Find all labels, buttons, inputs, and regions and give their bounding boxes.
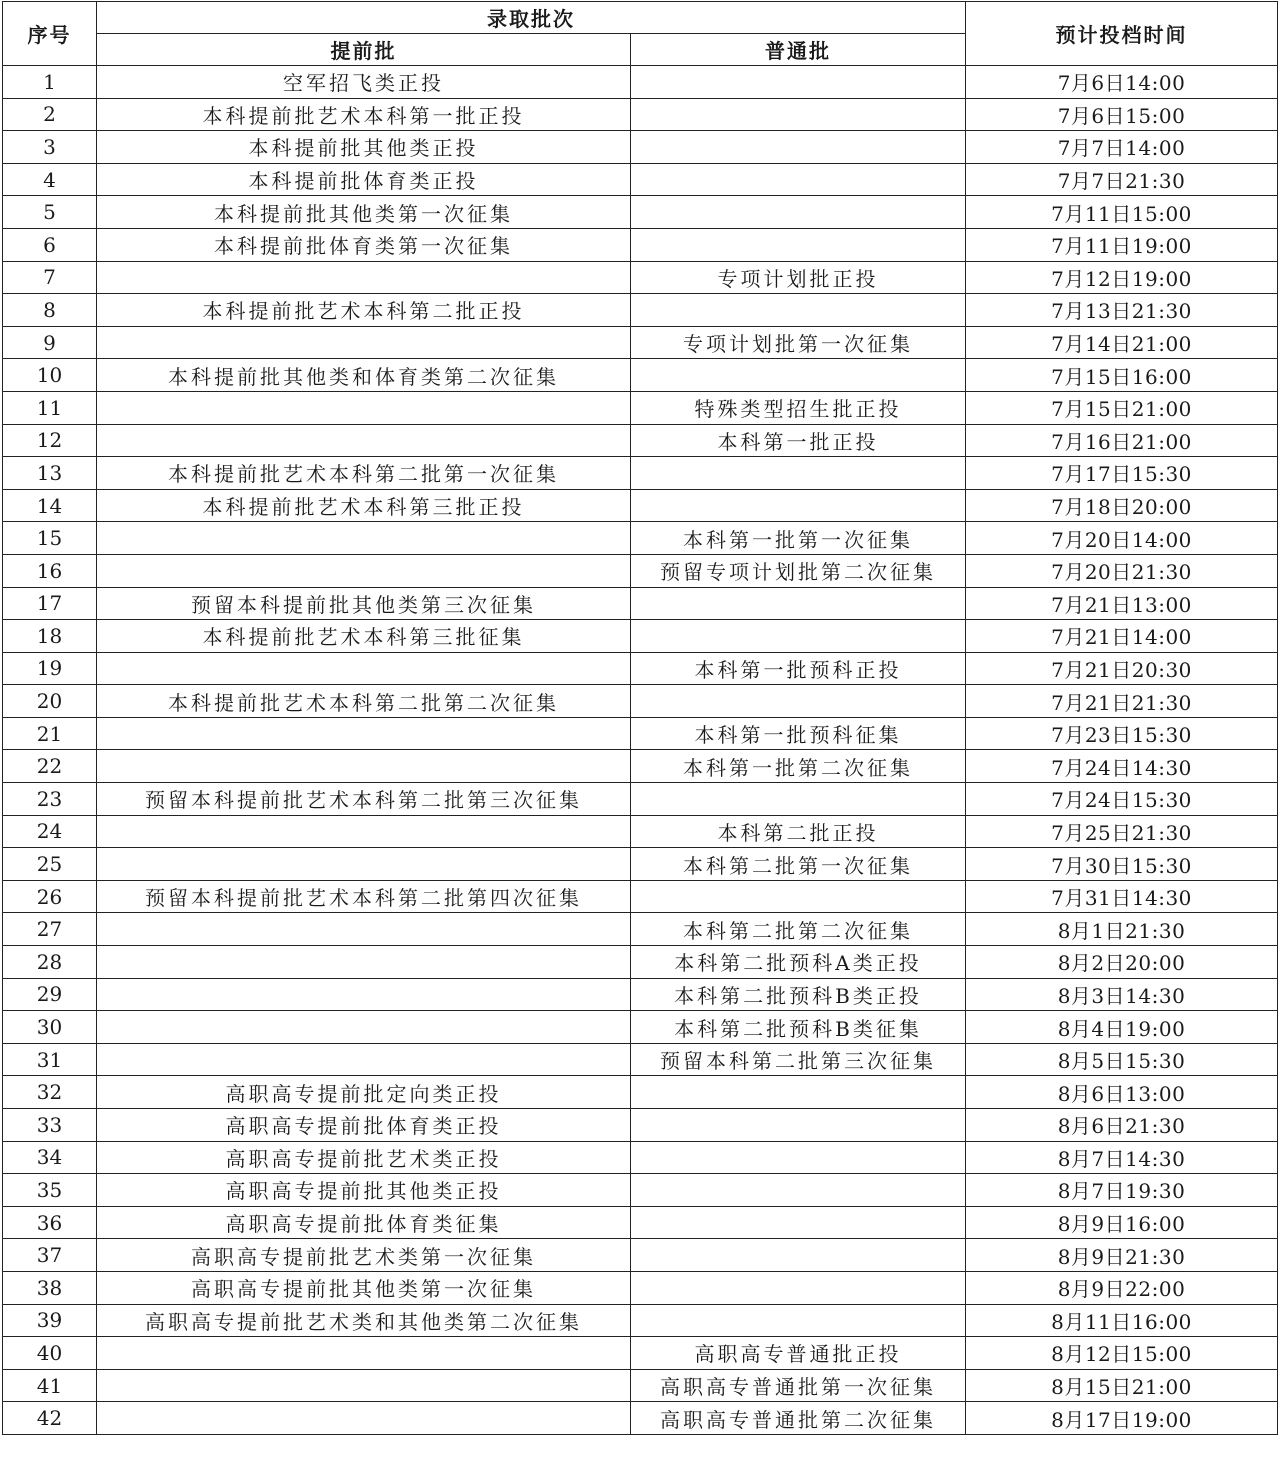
cell-serial-number: 23 (3, 783, 97, 816)
cell-expected-time: 8月11日16:00 (966, 1304, 1278, 1337)
cell-early-batch (97, 750, 631, 783)
cell-normal-batch: 高职高专普通批第一次征集 (631, 1369, 966, 1402)
cell-expected-time: 8月6日13:00 (966, 1076, 1278, 1109)
cell-expected-time: 8月5日15:30 (966, 1043, 1278, 1076)
cell-early-batch (97, 815, 631, 848)
cell-serial-number: 11 (3, 391, 97, 424)
table-row (3, 1076, 1278, 1109)
cell-early-batch (97, 848, 631, 881)
cell-serial-number: 21 (3, 717, 97, 750)
admission-schedule-table (2, 1, 1278, 1435)
cell-normal-batch (631, 98, 966, 131)
cell-serial-number: 25 (3, 848, 97, 881)
cell-serial-number: 16 (3, 554, 97, 587)
cell-serial-number: 26 (3, 880, 97, 913)
cell-expected-time: 8月4日19:00 (966, 1011, 1278, 1044)
cell-early-batch: 高职高专提前批其他类正投 (97, 1174, 631, 1207)
header-expected-time: 预计投档时间 (966, 2, 1278, 66)
table-row (3, 652, 1278, 685)
cell-serial-number: 40 (3, 1337, 97, 1370)
cell-serial-number: 19 (3, 652, 97, 685)
cell-early-batch: 本科提前批其他类和体育类第二次征集 (97, 359, 631, 392)
table-row (3, 196, 1278, 229)
cell-normal-batch (631, 1109, 966, 1142)
cell-expected-time: 7月14日21:00 (966, 326, 1278, 359)
cell-serial-number: 24 (3, 815, 97, 848)
cell-normal-batch: 本科第一批正投 (631, 424, 966, 457)
cell-expected-time: 8月7日19:30 (966, 1174, 1278, 1207)
cell-normal-batch: 本科第一批预科征集 (631, 717, 966, 750)
cell-expected-time: 8月9日22:00 (966, 1271, 1278, 1304)
table-header (3, 2, 1278, 66)
table-row (3, 946, 1278, 979)
table-row (3, 848, 1278, 881)
cell-early-batch (97, 1402, 631, 1435)
cell-serial-number: 4 (3, 163, 97, 196)
cell-early-batch (97, 326, 631, 359)
cell-normal-batch: 预留专项计划批第二次征集 (631, 554, 966, 587)
cell-serial-number: 14 (3, 489, 97, 522)
cell-serial-number: 6 (3, 228, 97, 261)
cell-expected-time: 8月7日14:30 (966, 1141, 1278, 1174)
table-row (3, 98, 1278, 131)
cell-expected-time: 8月9日16:00 (966, 1206, 1278, 1239)
table-row (3, 587, 1278, 620)
cell-expected-time: 8月9日21:30 (966, 1239, 1278, 1272)
table-row (3, 620, 1278, 653)
cell-expected-time: 7月21日14:00 (966, 620, 1278, 653)
cell-early-batch: 高职高专提前批体育类正投 (97, 1109, 631, 1142)
cell-normal-batch: 本科第二批预科A类正投 (631, 946, 966, 979)
table-row (3, 1304, 1278, 1337)
cell-expected-time: 7月17日15:30 (966, 457, 1278, 490)
cell-serial-number: 38 (3, 1271, 97, 1304)
table-row (3, 489, 1278, 522)
table-row (3, 1239, 1278, 1272)
table-row (3, 1271, 1278, 1304)
cell-early-batch: 高职高专提前批其他类第一次征集 (97, 1271, 631, 1304)
cell-expected-time: 7月24日14:30 (966, 750, 1278, 783)
cell-serial-number: 18 (3, 620, 97, 653)
cell-expected-time: 7月7日14:00 (966, 131, 1278, 164)
cell-expected-time: 8月1日21:30 (966, 913, 1278, 946)
table-row (3, 131, 1278, 164)
cell-serial-number: 7 (3, 261, 97, 294)
cell-normal-batch (631, 1076, 966, 1109)
cell-early-batch (97, 424, 631, 457)
cell-serial-number: 1 (3, 66, 97, 99)
cell-early-batch: 本科提前批艺术本科第二批第二次征集 (97, 685, 631, 718)
cell-expected-time: 7月6日14:00 (966, 66, 1278, 99)
cell-serial-number: 36 (3, 1206, 97, 1239)
table-row (3, 391, 1278, 424)
cell-serial-number: 17 (3, 587, 97, 620)
cell-serial-number: 12 (3, 424, 97, 457)
cell-expected-time: 7月6日15:00 (966, 98, 1278, 131)
cell-normal-batch (631, 1304, 966, 1337)
cell-serial-number: 9 (3, 326, 97, 359)
cell-early-batch: 本科提前批艺术本科第二批第一次征集 (97, 457, 631, 490)
cell-serial-number: 20 (3, 685, 97, 718)
cell-normal-batch: 特殊类型招生批正投 (631, 391, 966, 424)
cell-normal-batch: 预留本科第二批第三次征集 (631, 1043, 966, 1076)
cell-serial-number: 22 (3, 750, 97, 783)
table-row (3, 783, 1278, 816)
table-row (3, 1337, 1278, 1370)
cell-normal-batch (631, 1174, 966, 1207)
cell-serial-number: 28 (3, 946, 97, 979)
cell-normal-batch (631, 1239, 966, 1272)
cell-early-batch: 本科提前批其他类正投 (97, 131, 631, 164)
cell-normal-batch (631, 131, 966, 164)
table-row (3, 163, 1278, 196)
cell-early-batch: 本科提前批艺术本科第一批正投 (97, 98, 631, 131)
cell-serial-number: 8 (3, 294, 97, 327)
cell-serial-number: 41 (3, 1369, 97, 1402)
cell-normal-batch: 本科第一批第二次征集 (631, 750, 966, 783)
cell-normal-batch (631, 620, 966, 653)
table-row (3, 424, 1278, 457)
cell-serial-number: 2 (3, 98, 97, 131)
cell-expected-time: 7月20日21:30 (966, 554, 1278, 587)
cell-normal-batch (631, 1141, 966, 1174)
cell-early-batch: 本科提前批艺术本科第三批征集 (97, 620, 631, 653)
cell-early-batch: 预留本科提前批艺术本科第二批第四次征集 (97, 880, 631, 913)
cell-early-batch: 空军招飞类正投 (97, 66, 631, 99)
cell-early-batch (97, 1043, 631, 1076)
cell-normal-batch: 专项计划批第一次征集 (631, 326, 966, 359)
cell-early-batch: 高职高专提前批艺术类和其他类第二次征集 (97, 1304, 631, 1337)
cell-expected-time: 7月11日15:00 (966, 196, 1278, 229)
cell-expected-time: 8月17日19:00 (966, 1402, 1278, 1435)
cell-expected-time: 8月15日21:00 (966, 1369, 1278, 1402)
table-row (3, 815, 1278, 848)
cell-expected-time: 7月30日15:30 (966, 848, 1278, 881)
cell-normal-batch (631, 294, 966, 327)
cell-serial-number: 27 (3, 913, 97, 946)
cell-early-batch (97, 522, 631, 555)
table-body (3, 66, 1278, 1435)
cell-early-batch (97, 717, 631, 750)
cell-expected-time: 8月12日15:00 (966, 1337, 1278, 1370)
cell-early-batch (97, 261, 631, 294)
cell-expected-time: 7月21日20:30 (966, 652, 1278, 685)
cell-normal-batch (631, 685, 966, 718)
cell-expected-time: 7月11日19:00 (966, 228, 1278, 261)
cell-serial-number: 5 (3, 196, 97, 229)
cell-normal-batch (631, 163, 966, 196)
cell-expected-time: 8月6日21:30 (966, 1109, 1278, 1142)
cell-expected-time: 7月7日21:30 (966, 163, 1278, 196)
cell-normal-batch: 本科第二批预科B类征集 (631, 1011, 966, 1044)
cell-normal-batch (631, 489, 966, 522)
cell-early-batch: 预留本科提前批艺术本科第二批第三次征集 (97, 783, 631, 816)
cell-serial-number: 31 (3, 1043, 97, 1076)
cell-expected-time: 7月21日13:00 (966, 587, 1278, 620)
table-row (3, 1206, 1278, 1239)
cell-expected-time: 8月2日20:00 (966, 946, 1278, 979)
cell-normal-batch (631, 66, 966, 99)
cell-early-batch (97, 978, 631, 1011)
cell-serial-number: 32 (3, 1076, 97, 1109)
cell-early-batch: 高职高专提前批体育类征集 (97, 1206, 631, 1239)
table-row (3, 978, 1278, 1011)
table-row (3, 1043, 1278, 1076)
cell-early-batch (97, 652, 631, 685)
table-row (3, 261, 1278, 294)
cell-normal-batch (631, 359, 966, 392)
cell-expected-time: 7月12日19:00 (966, 261, 1278, 294)
table-row (3, 326, 1278, 359)
cell-normal-batch (631, 196, 966, 229)
cell-early-batch: 预留本科提前批其他类第三次征集 (97, 587, 631, 620)
table-row (3, 685, 1278, 718)
cell-early-batch: 本科提前批艺术本科第二批正投 (97, 294, 631, 327)
cell-normal-batch: 本科第一批预科正投 (631, 652, 966, 685)
table-row (3, 1402, 1278, 1435)
table-row (3, 457, 1278, 490)
table-row (3, 522, 1278, 555)
cell-early-batch (97, 1337, 631, 1370)
cell-serial-number: 3 (3, 131, 97, 164)
cell-early-batch: 高职高专提前批定向类正投 (97, 1076, 631, 1109)
cell-serial-number: 39 (3, 1304, 97, 1337)
cell-normal-batch: 本科第二批预科B类正投 (631, 978, 966, 1011)
cell-normal-batch (631, 783, 966, 816)
cell-normal-batch: 高职高专普通批第二次征集 (631, 1402, 966, 1435)
cell-normal-batch (631, 228, 966, 261)
header-admission-batch: 录取批次 (97, 2, 966, 34)
cell-early-batch (97, 1011, 631, 1044)
cell-serial-number: 10 (3, 359, 97, 392)
table-row (3, 1109, 1278, 1142)
table-row (3, 1369, 1278, 1402)
cell-serial-number: 35 (3, 1174, 97, 1207)
table-row (3, 66, 1278, 99)
cell-serial-number: 33 (3, 1109, 97, 1142)
cell-normal-batch (631, 457, 966, 490)
cell-early-batch: 高职高专提前批艺术类第一次征集 (97, 1239, 631, 1272)
cell-serial-number: 30 (3, 1011, 97, 1044)
cell-normal-batch (631, 1206, 966, 1239)
cell-early-batch (97, 1369, 631, 1402)
cell-early-batch (97, 946, 631, 979)
cell-normal-batch (631, 587, 966, 620)
cell-expected-time: 7月31日14:30 (966, 880, 1278, 913)
cell-early-batch (97, 913, 631, 946)
header-normal-batch: 普通批 (631, 34, 966, 66)
cell-normal-batch: 专项计划批正投 (631, 261, 966, 294)
cell-expected-time: 8月3日14:30 (966, 978, 1278, 1011)
cell-early-batch: 本科提前批体育类正投 (97, 163, 631, 196)
cell-serial-number: 13 (3, 457, 97, 490)
cell-expected-time: 7月23日15:30 (966, 717, 1278, 750)
cell-expected-time: 7月18日20:00 (966, 489, 1278, 522)
table-row (3, 750, 1278, 783)
table-row (3, 359, 1278, 392)
cell-serial-number: 29 (3, 978, 97, 1011)
header-row-top (3, 2, 1278, 34)
cell-early-batch: 本科提前批体育类第一次征集 (97, 228, 631, 261)
cell-expected-time: 7月15日21:00 (966, 391, 1278, 424)
header-serial-number: 序号 (3, 2, 97, 66)
table-row (3, 294, 1278, 327)
table-row (3, 717, 1278, 750)
cell-expected-time: 7月24日15:30 (966, 783, 1278, 816)
table-row (3, 1141, 1278, 1174)
table-row (3, 1011, 1278, 1044)
cell-normal-batch: 本科第二批第一次征集 (631, 848, 966, 881)
cell-early-batch (97, 391, 631, 424)
cell-expected-time: 7月20日14:00 (966, 522, 1278, 555)
cell-expected-time: 7月16日21:00 (966, 424, 1278, 457)
cell-expected-time: 7月13日21:30 (966, 294, 1278, 327)
cell-early-batch: 高职高专提前批艺术类正投 (97, 1141, 631, 1174)
header-early-batch: 提前批 (97, 34, 631, 66)
cell-normal-batch: 本科第一批第一次征集 (631, 522, 966, 555)
cell-expected-time: 7月15日16:00 (966, 359, 1278, 392)
cell-normal-batch (631, 880, 966, 913)
cell-serial-number: 42 (3, 1402, 97, 1435)
cell-serial-number: 34 (3, 1141, 97, 1174)
table-row (3, 554, 1278, 587)
cell-expected-time: 7月21日21:30 (966, 685, 1278, 718)
cell-early-batch (97, 554, 631, 587)
cell-normal-batch: 本科第二批第二次征集 (631, 913, 966, 946)
cell-early-batch: 本科提前批艺术本科第三批正投 (97, 489, 631, 522)
cell-normal-batch: 本科第二批正投 (631, 815, 966, 848)
cell-normal-batch (631, 1271, 966, 1304)
cell-normal-batch: 高职高专普通批正投 (631, 1337, 966, 1370)
cell-early-batch: 本科提前批其他类第一次征集 (97, 196, 631, 229)
cell-expected-time: 7月25日21:30 (966, 815, 1278, 848)
table-row (3, 1174, 1278, 1207)
table-row (3, 913, 1278, 946)
cell-serial-number: 37 (3, 1239, 97, 1272)
cell-serial-number: 15 (3, 522, 97, 555)
table-row (3, 228, 1278, 261)
table-row (3, 880, 1278, 913)
